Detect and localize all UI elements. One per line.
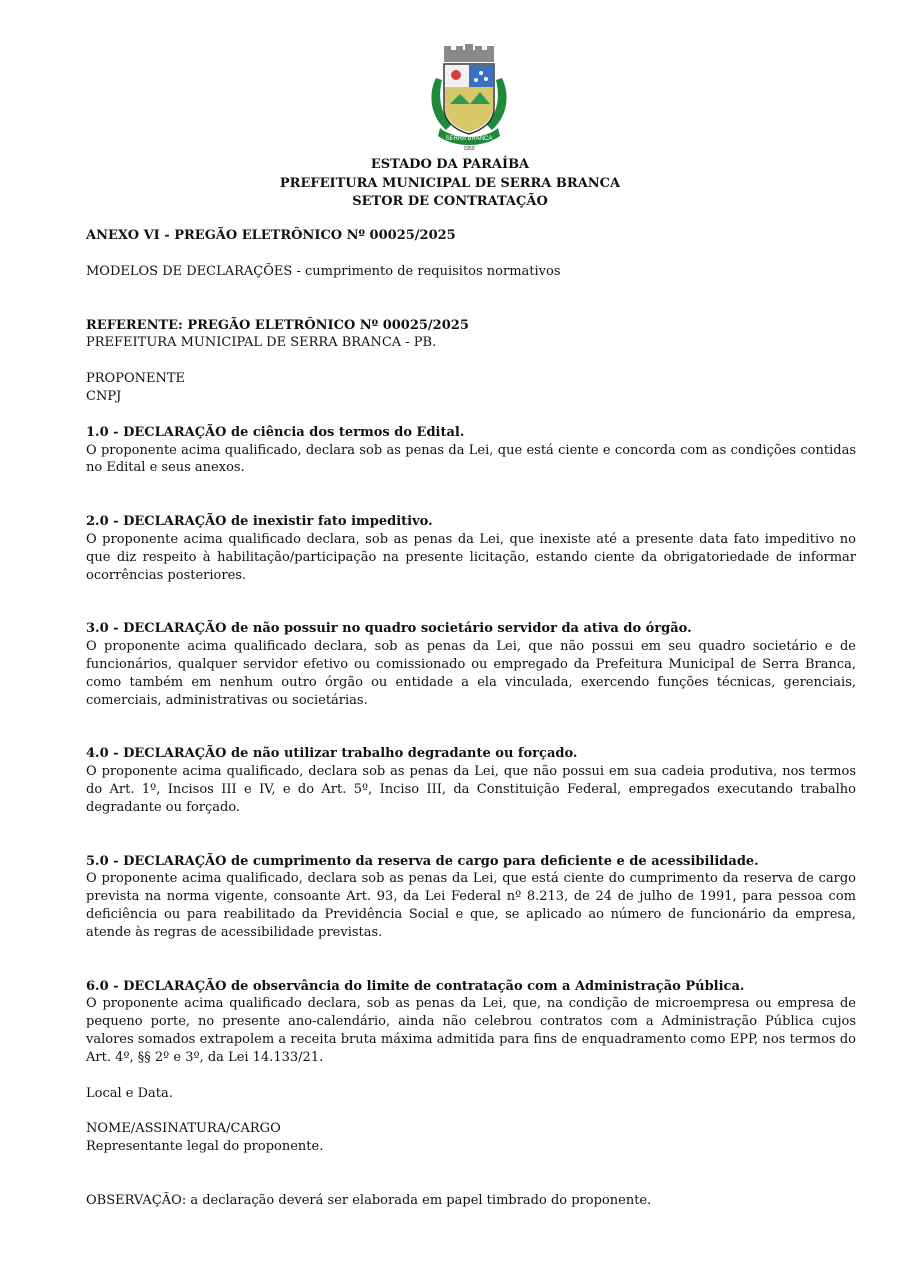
- document-body: [86, 227, 856, 1210]
- svg-text:SERRA BRANCA: SERRA BRANCA: [445, 136, 493, 142]
- section-title: 4.0 - DECLARAÇÃO de não utilizar trabalho degradante ou forçado.: [86, 746, 578, 762]
- observation-note: OBSERVAÇÃO: a declaração deverá ser elaborada em papel timbrado do proponente.: [86, 1192, 652, 1208]
- section-3: [86, 620, 856, 709]
- section-body: O proponente acima qualificado declara, sob as penas da Lei, que não possui em seu quadro societário e de funcionários, qualquer servidor efetivo ou comissionado ou empregado da Prefeitura Municipal de Serra Branca, como também em nenhum outro órgão ou entidade a ela vinculada, exercendo funções técnicas, gerenciais, comerciais, administrativas ou societárias.: [86, 639, 856, 708]
- section-body: O proponente acima qualificado, declara sob as penas da Lei, que está ciente e concorda com as condições contidas no Edital e seus anexos.: [86, 442, 856, 476]
- header-sector: SETOR DE CONTRATAÇÃO: [352, 194, 548, 209]
- reference-title: REFERENTE: PREGÃO ELETRÔNICO Nº 00025/2025: [86, 317, 469, 333]
- reference-entity: PREFEITURA MUNICIPAL DE SERRA BRANCA - PB.: [86, 335, 437, 351]
- section-body: O proponente acima qualificado, declara sob as penas da Lei, que está ciente do cumprimento da reserva de cargo prevista na norma vigente, consoante Art. 93, da Lei Federal nº 8.213, de 24 de julho de 1991, para pessoa com deficiência ou para reabilitado da Previdência Social e que, se aplicado ao número de funcionário da empresa, atende às regras de acessibilidade previstas.: [86, 871, 856, 940]
- section-title: 3.0 - DECLARAÇÃO de não possuir no quadro societário servidor da ativa do órgão.: [86, 621, 692, 637]
- section-title: 1.0 - DECLARAÇÃO de ciência dos termos do Edital.: [86, 424, 465, 440]
- section-body: O proponente acima qualificado declara, sob as penas da Lei, que inexiste até a presente data fato impeditivo no que diz respeito à habilitação/participação na presente licitação, estando ciente da obrigatoriedade de informar ocorrências posteriores.: [86, 531, 856, 583]
- section-title: 6.0 - DECLARAÇÃO de observância do limite de contratação com a Administração Pública.: [86, 978, 745, 994]
- signature-role-line: Representante legal do proponente.: [86, 1139, 324, 1155]
- section-body: O proponente acima qualificado declara, sob as penas da Lei, que, na condição de microempresa ou empresa de pequeno porte, no presente ano-calendário, ainda não celebrou contratos com a Administração Pública cujos valores somados extrapolem a receita bruta máxima admitida para fins de enquadramento como EPP, nos termos do Art. 4º, §§ 2º e 3º, da Lei 14.133/21.: [86, 996, 856, 1065]
- section-6: [86, 978, 856, 1067]
- proponent-label: PROPONENTE: [86, 371, 185, 387]
- models-line: MODELOS DE DECLARAÇÕES - cumprimento de requisitos normativos: [86, 263, 561, 279]
- section-4: [86, 745, 856, 816]
- section-2: [86, 513, 856, 584]
- crest-icon: [426, 44, 512, 152]
- svg-text:1959: 1959: [463, 146, 475, 152]
- signature-name-line: NOME/ASSINATURA/CARGO: [86, 1121, 281, 1137]
- section-body: O proponente acima qualificado, declara sob as penas da Lei, que não possui em sua cadeia produtiva, nos termos do Art. 1º, Incisos III e IV, e do Art. 5º, Inciso III, da Constituição Federal, empregados executando trabalho degradante ou forçado.: [86, 764, 856, 815]
- section-5: [86, 853, 856, 942]
- place-date: Local e Data.: [86, 1085, 173, 1101]
- document-header: [0, 156, 900, 212]
- section-1: [86, 424, 856, 477]
- municipal-crest: [426, 44, 512, 152]
- header-prefecture: PREFEITURA MUNICIPAL DE SERRA BRANCA: [279, 175, 621, 191]
- cnpj-label: CNPJ: [86, 388, 122, 404]
- annex-title: ANEXO VI - PREGÃO ELETRÔNICO Nº 00025/2025: [86, 228, 456, 243]
- header-state: ESTADO DA PARAÍBA: [370, 157, 530, 172]
- section-title: 5.0 - DECLARAÇÃO de cumprimento da reserva de cargo para deficiente e de acessibilidade.: [86, 853, 759, 869]
- section-title: 2.0 - DECLARAÇÃO de inexistir fato impeditivo.: [86, 514, 433, 530]
